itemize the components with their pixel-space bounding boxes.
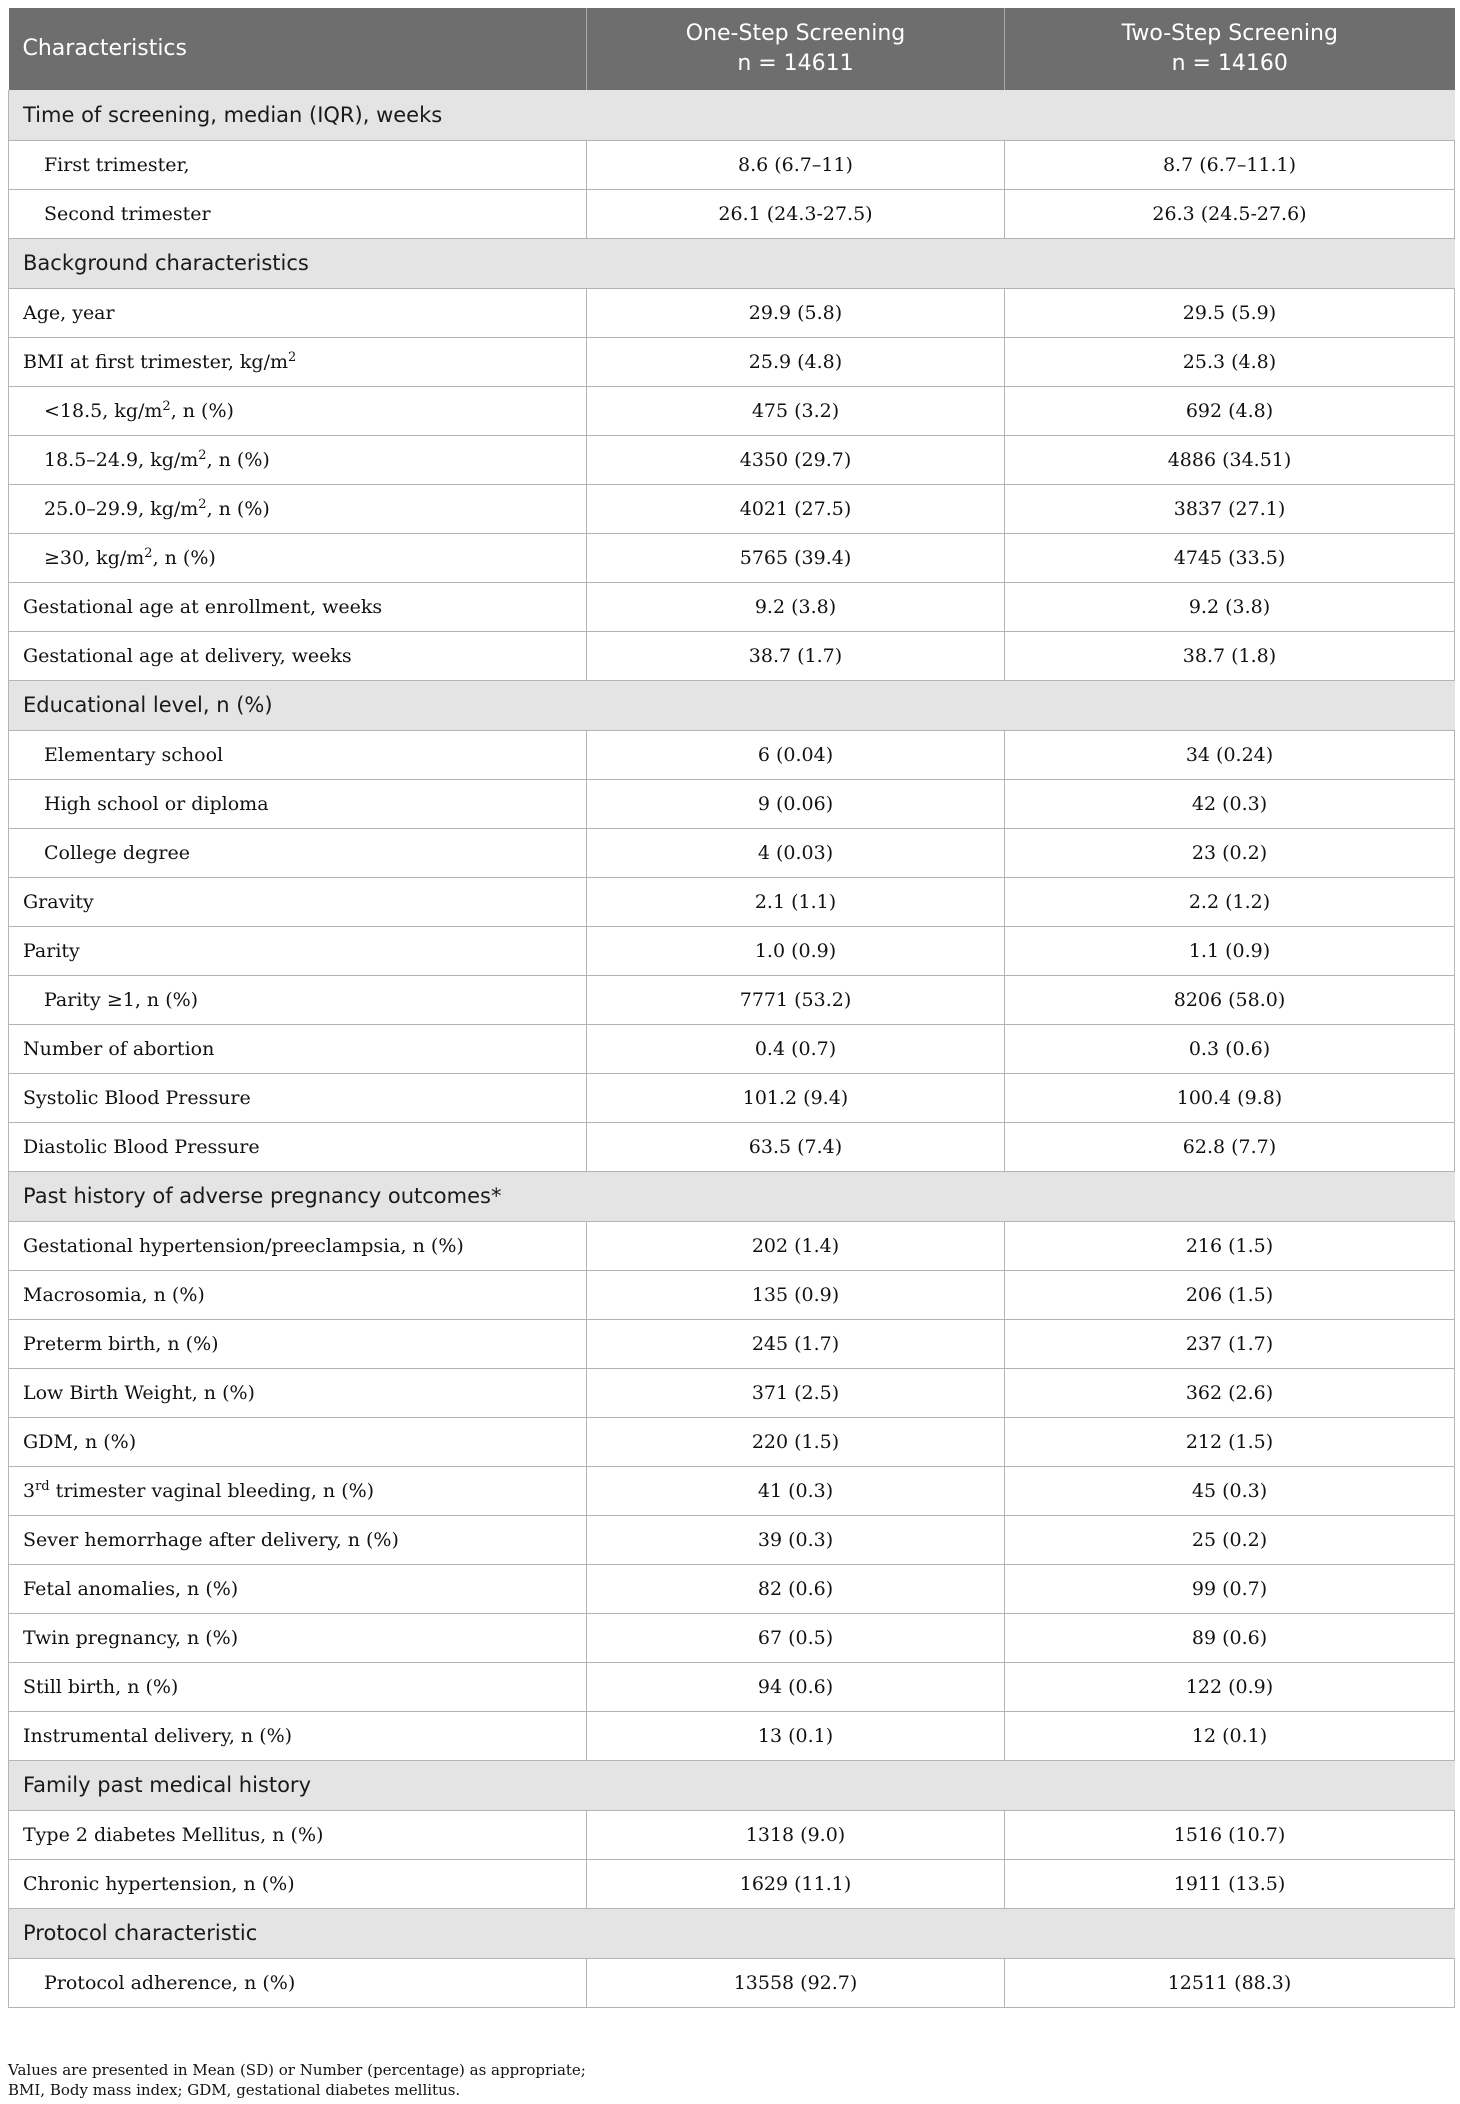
row-label <box>9 484 587 533</box>
row-label-suffix: , n (%) <box>206 448 270 471</box>
row-label-text: Low Birth Weight, n (%) <box>23 1381 255 1404</box>
table-row <box>9 779 1455 828</box>
two-step-value: 34 (0.24) <box>1005 730 1455 779</box>
row-label-text: Systolic Blood Pressure <box>23 1086 251 1109</box>
one-step-value: 8.6 (6.7–11) <box>587 140 1005 189</box>
row-label-text: Still birth, n (%) <box>23 1675 179 1698</box>
row-label-text: <18.5, kg/m <box>44 399 163 422</box>
table-row <box>9 877 1455 926</box>
two-step-value: 122 (0.9) <box>1005 1662 1455 1711</box>
section-title: Past history of adverse pregnancy outcomes* <box>9 1171 1455 1221</box>
one-step-value: 25.9 (4.8) <box>587 337 1005 386</box>
row-label <box>9 730 587 779</box>
row-label <box>9 828 587 877</box>
row-label <box>9 140 587 189</box>
row-label <box>9 1859 587 1908</box>
row-label <box>9 1024 587 1073</box>
table-row <box>9 337 1455 386</box>
table-row <box>9 386 1455 435</box>
two-step-value: 29.5 (5.9) <box>1005 288 1455 337</box>
two-step-value: 26.3 (24.5-27.6) <box>1005 189 1455 238</box>
row-label-text: Gestational age at delivery, weeks <box>23 644 352 667</box>
row-label-superscript: 2 <box>198 496 207 512</box>
two-step-value: 1.1 (0.9) <box>1005 926 1455 975</box>
one-step-value: 63.5 (7.4) <box>587 1122 1005 1171</box>
header-one-step <box>587 8 1005 90</box>
two-step-value: 692 (4.8) <box>1005 386 1455 435</box>
row-label-superscript: rd <box>35 1478 50 1494</box>
row-label-suffix: , n (%) <box>152 546 216 569</box>
row-label <box>9 1319 587 1368</box>
two-step-value: 25 (0.2) <box>1005 1515 1455 1564</box>
row-label <box>9 1958 587 2007</box>
row-label-text: Twin pregnancy, n (%) <box>23 1626 239 1649</box>
two-step-value: 4886 (34.51) <box>1005 435 1455 484</box>
header-two-step <box>1005 8 1455 90</box>
two-step-value: 89 (0.6) <box>1005 1613 1455 1662</box>
one-step-value: 371 (2.5) <box>587 1368 1005 1417</box>
one-step-value: 67 (0.5) <box>587 1613 1005 1662</box>
row-label-suffix: , n (%) <box>170 399 234 422</box>
row-label <box>9 1368 587 1417</box>
two-step-value: 2.2 (1.2) <box>1005 877 1455 926</box>
table-row <box>9 1711 1455 1760</box>
table-row <box>9 631 1455 680</box>
two-step-value: 62.8 (7.7) <box>1005 1122 1455 1171</box>
one-step-value: 29.9 (5.8) <box>587 288 1005 337</box>
row-label-text: Diastolic Blood Pressure <box>23 1135 260 1158</box>
section-title: Educational level, n (%) <box>9 680 1455 730</box>
row-label-text: First trimester, <box>44 153 190 176</box>
one-step-value: 26.1 (24.3-27.5) <box>587 189 1005 238</box>
two-step-value: 100.4 (9.8) <box>1005 1073 1455 1122</box>
row-label-text: Protocol adherence, n (%) <box>44 1971 296 1994</box>
one-step-value: 82 (0.6) <box>587 1564 1005 1613</box>
table-row <box>9 1515 1455 1564</box>
row-label <box>9 288 587 337</box>
table-row <box>9 1859 1455 1908</box>
row-label <box>9 1270 587 1319</box>
one-step-value: 1318 (9.0) <box>587 1810 1005 1859</box>
header-characteristics: Characteristics <box>9 8 587 90</box>
two-step-value: 1516 (10.7) <box>1005 1810 1455 1859</box>
table-row <box>9 1564 1455 1613</box>
two-step-value: 12511 (88.3) <box>1005 1958 1455 2007</box>
row-label-text: ≥30, kg/m <box>44 546 145 569</box>
row-label-superscript: 2 <box>162 398 171 414</box>
header-row <box>9 8 1455 90</box>
one-step-value: 135 (0.9) <box>587 1270 1005 1319</box>
two-step-value: 8.7 (6.7–11.1) <box>1005 140 1455 189</box>
section-header-row <box>9 1908 1455 1958</box>
one-step-value: 38.7 (1.7) <box>587 631 1005 680</box>
section-title: Background characteristics <box>9 238 1455 288</box>
table-row <box>9 1073 1455 1122</box>
table-row <box>9 533 1455 582</box>
section-title: Protocol characteristic <box>9 1908 1455 1958</box>
row-label-text: Preterm birth, n (%) <box>23 1332 219 1355</box>
row-label <box>9 1122 587 1171</box>
two-step-value: 8206 (58.0) <box>1005 975 1455 1024</box>
table-row <box>9 582 1455 631</box>
one-step-value: 4350 (29.7) <box>587 435 1005 484</box>
table-row <box>9 1122 1455 1171</box>
table-row <box>9 288 1455 337</box>
row-label <box>9 1073 587 1122</box>
two-step-value: 99 (0.7) <box>1005 1564 1455 1613</box>
one-step-value: 202 (1.4) <box>587 1221 1005 1270</box>
one-step-value: 4 (0.03) <box>587 828 1005 877</box>
section-header-row <box>9 90 1455 140</box>
row-label-text: Macrosomia, n (%) <box>23 1283 205 1306</box>
two-step-value: 23 (0.2) <box>1005 828 1455 877</box>
one-step-value: 6 (0.04) <box>587 730 1005 779</box>
table-row <box>9 730 1455 779</box>
footnote-line-1: Values are presented in Mean (SD) or Number (percentage) as appropriate; <box>8 2061 586 2079</box>
one-step-value: 475 (3.2) <box>587 386 1005 435</box>
row-label <box>9 631 587 680</box>
table-row <box>9 435 1455 484</box>
one-step-value: 2.1 (1.1) <box>587 877 1005 926</box>
row-label-text: Second trimester <box>44 202 211 225</box>
row-label <box>9 1810 587 1859</box>
row-label-text: 25.0–29.9, kg/m <box>44 497 199 520</box>
table-row <box>9 189 1455 238</box>
table-row <box>9 1810 1455 1859</box>
two-step-value: 0.3 (0.6) <box>1005 1024 1455 1073</box>
two-step-value: 212 (1.5) <box>1005 1417 1455 1466</box>
section-header-row <box>9 1760 1455 1810</box>
section-header-row <box>9 1171 1455 1221</box>
header-one-step-n: n = 14611 <box>737 51 854 76</box>
one-step-value: 220 (1.5) <box>587 1417 1005 1466</box>
row-label <box>9 189 587 238</box>
one-step-value: 1.0 (0.9) <box>587 926 1005 975</box>
row-label-superscript: 2 <box>288 349 297 365</box>
table-header <box>9 8 1455 90</box>
row-label-suffix: trimester vaginal bleeding, n (%) <box>49 1479 375 1502</box>
row-label-text: High school or diploma <box>44 792 269 815</box>
row-label-text: Fetal anomalies, n (%) <box>23 1577 239 1600</box>
two-step-value: 12 (0.1) <box>1005 1711 1455 1760</box>
table-footnote <box>8 2060 586 2100</box>
row-label-text: 18.5–24.9, kg/m <box>44 448 199 471</box>
row-label-text: Gestational age at enrollment, weeks <box>23 595 383 618</box>
one-step-value: 9 (0.06) <box>587 779 1005 828</box>
section-title: Time of screening, median (IQR), weeks <box>9 90 1455 140</box>
table-row <box>9 140 1455 189</box>
footnote-line-2: BMI, Body mass index; GDM, gestational diabetes mellitus. <box>8 2081 461 2099</box>
row-label-text: Parity <box>23 939 80 962</box>
table-row <box>9 1319 1455 1368</box>
two-step-value: 1911 (13.5) <box>1005 1859 1455 1908</box>
row-label <box>9 1466 587 1515</box>
one-step-value: 1629 (11.1) <box>587 1859 1005 1908</box>
two-step-value: 216 (1.5) <box>1005 1221 1455 1270</box>
row-label-superscript: 2 <box>198 447 207 463</box>
row-label <box>9 1564 587 1613</box>
one-step-value: 5765 (39.4) <box>587 533 1005 582</box>
table-row <box>9 1613 1455 1662</box>
one-step-value: 101.2 (9.4) <box>587 1073 1005 1122</box>
row-label <box>9 1711 587 1760</box>
section-title: Family past medical history <box>9 1760 1455 1810</box>
row-label <box>9 1515 587 1564</box>
two-step-value: 38.7 (1.8) <box>1005 631 1455 680</box>
section-header-row <box>9 680 1455 730</box>
row-label <box>9 582 587 631</box>
one-step-value: 13 (0.1) <box>587 1711 1005 1760</box>
table-container <box>8 8 1454 2008</box>
two-step-value: 45 (0.3) <box>1005 1466 1455 1515</box>
table-row <box>9 1662 1455 1711</box>
table-row <box>9 484 1455 533</box>
row-label <box>9 975 587 1024</box>
section-header-row <box>9 238 1455 288</box>
table-row <box>9 975 1455 1024</box>
row-label <box>9 1662 587 1711</box>
table-row <box>9 926 1455 975</box>
header-two-step-n: n = 14160 <box>1171 51 1288 76</box>
table-row <box>9 1466 1455 1515</box>
row-label-text: Parity ≥1, n (%) <box>44 988 199 1011</box>
table-row <box>9 828 1455 877</box>
row-label-text: Type 2 diabetes Mellitus, n (%) <box>23 1823 324 1846</box>
table-row <box>9 1958 1455 2007</box>
row-label-text: GDM, n (%) <box>23 1430 137 1453</box>
two-step-value: 237 (1.7) <box>1005 1319 1455 1368</box>
table-row <box>9 1270 1455 1319</box>
table-row <box>9 1221 1455 1270</box>
row-label-text: BMI at first trimester, kg/m <box>23 350 288 373</box>
one-step-value: 245 (1.7) <box>587 1319 1005 1368</box>
row-label <box>9 877 587 926</box>
two-step-value: 42 (0.3) <box>1005 779 1455 828</box>
row-label-superscript: 2 <box>144 545 153 561</box>
row-label <box>9 337 587 386</box>
row-label-text: Number of abortion <box>23 1037 215 1060</box>
header-two-step-title: Two-Step Screening <box>1121 21 1338 46</box>
one-step-value: 39 (0.3) <box>587 1515 1005 1564</box>
table-row <box>9 1368 1455 1417</box>
row-label <box>9 926 587 975</box>
two-step-value: 9.2 (3.8) <box>1005 582 1455 631</box>
row-label <box>9 386 587 435</box>
two-step-value: 25.3 (4.8) <box>1005 337 1455 386</box>
row-label-text: Gestational hypertension/preeclampsia, n (%) <box>23 1234 464 1257</box>
row-label-text: Elementary school <box>44 743 224 766</box>
row-label <box>9 435 587 484</box>
row-label-text: Age, year <box>23 301 115 324</box>
row-label-text: Chronic hypertension, n (%) <box>23 1872 295 1895</box>
one-step-value: 9.2 (3.8) <box>587 582 1005 631</box>
two-step-value: 206 (1.5) <box>1005 1270 1455 1319</box>
table-row <box>9 1417 1455 1466</box>
one-step-value: 7771 (53.2) <box>587 975 1005 1024</box>
row-label <box>9 779 587 828</box>
two-step-value: 362 (2.6) <box>1005 1368 1455 1417</box>
row-label <box>9 533 587 582</box>
two-step-value: 4745 (33.5) <box>1005 533 1455 582</box>
row-label-text: Sever hemorrhage after delivery, n (%) <box>23 1528 399 1551</box>
row-label-text: College degree <box>44 841 190 864</box>
row-label-text: Gravity <box>23 890 94 913</box>
row-label-suffix: , n (%) <box>206 497 270 520</box>
table-row <box>9 1024 1455 1073</box>
row-label <box>9 1221 587 1270</box>
one-step-value: 4021 (27.5) <box>587 484 1005 533</box>
row-label-text: 3 <box>23 1479 36 1502</box>
row-label-text: Instrumental delivery, n (%) <box>23 1724 293 1747</box>
table-body <box>9 90 1455 2007</box>
one-step-value: 41 (0.3) <box>587 1466 1005 1515</box>
two-step-value: 3837 (27.1) <box>1005 484 1455 533</box>
one-step-value: 13558 (92.7) <box>587 1958 1005 2007</box>
row-label <box>9 1613 587 1662</box>
header-one-step-title: One-Step Screening <box>685 21 906 46</box>
characteristics-table <box>8 8 1455 2008</box>
one-step-value: 94 (0.6) <box>587 1662 1005 1711</box>
row-label <box>9 1417 587 1466</box>
one-step-value: 0.4 (0.7) <box>587 1024 1005 1073</box>
